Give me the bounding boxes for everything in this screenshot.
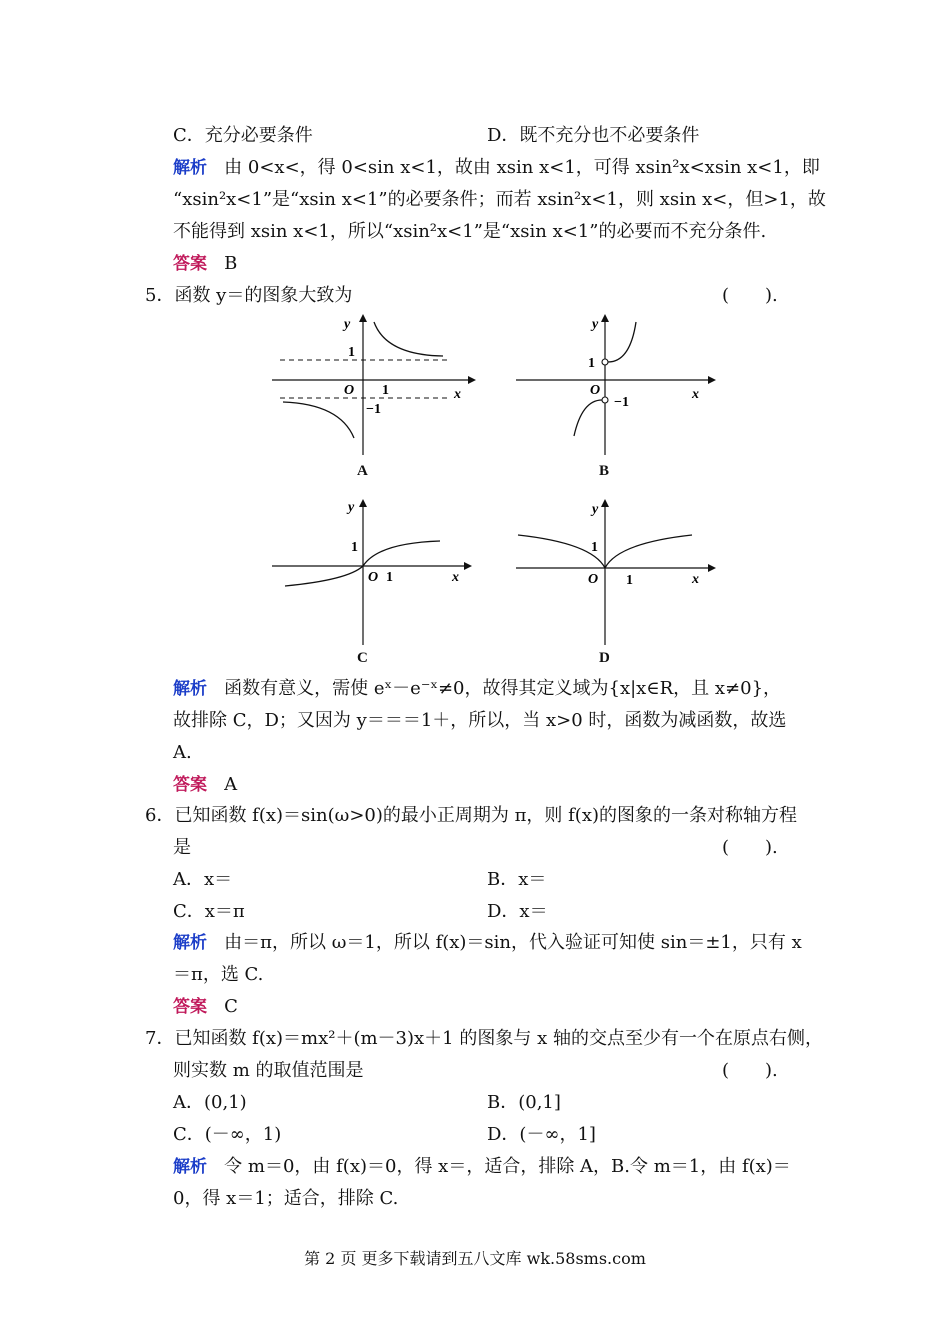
q6-stem-line-1: 6．已知函数 f(x)＝sin(ω>0)的最小正周期为 π，则 f(x)的图象的一条对称轴方程 [145,805,798,826]
q7-option-c: C．(－∞，1) [173,1124,282,1145]
q5-answer-value: A [224,774,238,795]
q4-option-d: D．既不充分也不必要条件 [487,125,700,146]
tick-y-1: 1 [348,345,355,360]
q7-paren: ( ). [722,1060,778,1081]
q7-analysis-line-1 [173,1155,791,1179]
graph-d [512,495,722,650]
curve-left [574,400,602,436]
graph-b-label: B [599,463,610,479]
q6-option-b: B．x＝ [487,869,547,890]
x-arrow [708,564,716,572]
q6-paren: ( ). [722,837,778,858]
q5-analysis-line-1 [173,677,781,701]
q4-analysis-line-1 [173,156,820,180]
analysis-tag: 解析 [173,158,207,178]
q4-answer [173,252,237,276]
tick-y-1: 1 [351,540,358,555]
q7-option-d: D．(－∞，1] [487,1124,596,1145]
q5-analysis-line-3: A. [173,742,192,763]
tick-x-1: 1 [382,383,389,398]
open-point-1 [602,359,608,365]
q6-analysis-line-1 [173,931,802,955]
graph-b [512,310,722,460]
q4-analysis-line-3: 不能得到 xsin x<1，所以“xsin²x<1”是“xsin x<1”的必要而不充分条件. [173,221,767,242]
x-label: x [692,572,699,587]
q4-option-c: C．充分必要条件 [173,125,313,146]
x-arrow [468,376,476,384]
q4-answer-value: B [224,253,238,274]
q5-answer [173,773,237,797]
q6-answer-value: C [224,996,238,1017]
origin-label: O [344,383,355,398]
answer-tag: 答案 [173,254,207,274]
graph-a-label: A [357,463,368,479]
y-arrow [601,499,609,507]
answer-tag: 答案 [173,775,207,795]
q7-stem-line-1: 7．已知函数 f(x)＝mx²＋(m－3)x＋1 的图象与 x 轴的交点至少有一个在原点右侧， [145,1028,823,1049]
y-arrow [601,314,609,322]
x-label: x [692,387,699,402]
analysis-tag: 解析 [173,679,207,699]
tick-x-1: 1 [386,570,393,585]
tick-x-1: 1 [626,573,633,588]
q4-analysis-line-2: “xsin²x<1”是“xsin x<1”的必要条件；而若 xsin²x<1，则 xsin x<，但>1，故 [173,189,826,210]
q4-analysis-text: 由 0<x<，得 0<sin x<1，故由 xsin x<1，可得 xsin²x<xsin x<1，即 [224,157,820,178]
q6-option-d: D．x＝ [487,901,548,922]
q6-option-c: C．x＝π [173,901,245,922]
q7-option-b: B．(0,1] [487,1092,561,1113]
graph-c-label: C [357,650,368,666]
q5-analysis-line-2: 故排除 C，D；又因为 y＝＝＝1＋，所以，当 x>0 时，函数为减函数，故选 [173,710,787,731]
tick-y-1: 1 [591,540,598,555]
q7-option-a: A．(0,1) [173,1092,247,1113]
analysis-tag: 解析 [173,1157,207,1177]
q5-stem: 5．函数 y＝的图象大致为 [145,285,353,306]
q5-paren: ( ). [722,285,778,306]
y-arrow [359,314,367,322]
q7-analysis-text: 令 m＝0，由 f(x)＝0，得 x＝，适合，排除 A，B.令 m＝1，由 f(x)＝ [224,1156,791,1177]
x-arrow [464,562,472,570]
y-label: y [592,502,599,517]
q6-analysis-line-2: ＝π，选 C. [173,964,264,985]
curve-left [283,402,354,438]
x-arrow [708,376,716,384]
origin-label: O [588,572,599,587]
q7-stem-line-2: 则实数 m 的取值范围是 [173,1060,364,1081]
graph-a [268,310,478,460]
curve-right [608,322,636,362]
tick-y-neg1: −1 [366,402,381,417]
tick-y-neg1: −1 [614,395,629,410]
q7-analysis-line-2: 0，得 x＝1；适合，排除 C. [173,1188,399,1209]
graph-d-label: D [599,650,610,666]
answer-tag: 答案 [173,997,207,1017]
y-label: y [592,317,599,332]
q6-answer [173,995,238,1019]
curve-right [374,322,443,356]
q6-option-a: A．x＝ [173,869,233,890]
curve-right [605,535,692,568]
origin-label: O [368,570,379,585]
y-label: y [348,500,355,515]
x-label: x [454,387,461,402]
origin-label: O [590,383,601,398]
analysis-tag: 解析 [173,933,207,953]
page-footer: 第 2 页 更多下载请到五八文库 wk.58sms.com [304,1249,646,1268]
open-point-neg1 [602,397,608,403]
y-arrow [359,499,367,507]
q5-analysis-text: 函数有意义，需使 eˣ－e⁻ˣ≠0，故得其定义域为{x|x∈R，且 x≠0}， [224,678,782,699]
graph-c [268,495,478,650]
tick-y-1: 1 [588,356,595,371]
q6-stem-line-2: 是 [173,837,191,858]
y-label: y [344,317,351,332]
x-label: x [452,570,459,585]
q6-analysis-text: 由＝π，所以 ω＝1，所以 f(x)＝sin，代入验证可知使 sin＝±1，只有 x [224,932,802,953]
